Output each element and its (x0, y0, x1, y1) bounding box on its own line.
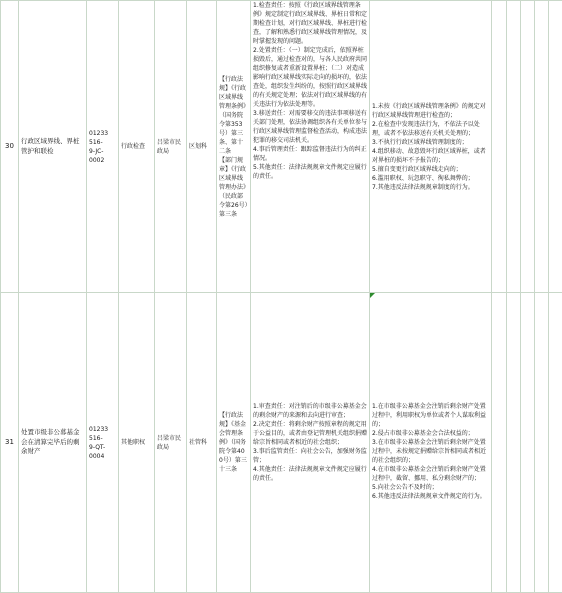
comment-marker (370, 293, 375, 298)
power-name: 行政区域界线、界桩管护和联检 (19, 1, 87, 293)
duty-items: 1.审查责任：对注销后的市级非公募基金会的剩余财产的来源和去向进行审查； 2.决定责任：将剩余财产按照章程的规定用于公益目的，或者由登记管理机关组织捐赠给宗旨相同或者相近的社会组织； 3.事后监管责任：向社会公告，加强财务监管； 4.其他责任：法律法规规章文件规定应履行的责任。 (251, 293, 370, 593)
power-code: 01233 516- 9-JC- 0002 (87, 1, 119, 293)
empty-cell (492, 1, 507, 293)
table-row (1, 1, 562, 293)
power-type: 其他职权 (119, 293, 155, 593)
liability-text: 1.在市级非公募基金会注销后剩余财产处置过程中，利用职权为单位或者个人谋取利益的； 2.侵占市级非公募基金会合法权益的； 3.在市级非公募基金会注销后剩余财产处置过程中，未按规定捐赠给宗旨相同或者相近的社会组织的； 4.在市级非公募基金会注销后剩余财产处置过程中，截留、挪用、私分剩余财产的； 5.向社会公告不及时的； 6.其他违反法律法规规章文件规定的行为。 (372, 403, 487, 500)
power-name: 处置市级非公募基金会在清算完毕后的剩余财产 (19, 293, 87, 593)
implementing-org: 吕梁市民政局 (155, 1, 187, 293)
empty-cell (535, 293, 549, 593)
duty-items: 1.检查责任：按照《行政区域界线管理条例》规定制定行政区域界线、界桩日常和定期检查计划，对行政区域界线、界桩进行检查，了解和熟悉行政区域界线管理情况，及时掌握发现的问题。 2.处置责任：（一）制定完成后，依照界桩损毁后，通过检查对的，与各人民政府共同组织修复或者重新设置界桩；（二）对造成影响行政区域界线实际走向的损坏的，依法查处，组织发生纠纷的，按照行政区域界线的有关规定处理；依法对行政区域界线的有关违法行为依法处理等。 3.移送责任：对需要移交的违法事项移送有关部门处理，依法协调组织各有关单位参与行政区域界线管理监督检查活动，构成违法犯罪的移交司法机关。 4.事后管理责任：跟踪监督违法行为的纠正情况。 5.其他责任：法律法规规章文件规定应履行的责任。 (251, 1, 370, 293)
empty-cell (521, 1, 535, 293)
row-seq: 30 (1, 1, 19, 293)
empty-cell (549, 293, 562, 593)
empty-cell (507, 1, 521, 293)
legal-basis: 【行政法规】《基金会管理条例》（国务院令第400号）第三十三条 (217, 293, 251, 593)
legal-basis: 【行政法规】《行政区域界线管理条例》（国务院令第353号）第三条、第十二条 【部门规章】《行政区域界线管理办法》（民政部令第26号）第三条 (217, 1, 251, 293)
empty-cell (492, 293, 507, 593)
power-code: 01233 516- 9-QT- 0004 (87, 293, 119, 593)
table-row (1, 293, 562, 593)
liability-items (370, 293, 492, 593)
empty-cell (507, 293, 521, 593)
responsible-dept: 区划科 (187, 1, 217, 293)
row-seq: 31 (1, 293, 19, 593)
power-type: 行政检查 (119, 1, 155, 293)
implementing-org: 吕梁市民政局 (155, 293, 187, 593)
liability-items: 1.未按《行政区域界线管理条例》的规定对行政区域界线管理进行检查的； 2.在检查中发现违法行为，不依法予以处理，或者不依法移送有关机关处理的； 3.不执行行政区域界线管理制度的； 4.组织移动、故意毁坏行政区域界桩，或者对界桩的损坏不予报告的； 5.擅自变更行政区域界线走向的； 6.滥用职权、玩忽职守、徇私舞弊的； 7.其他违反法律法规规章制度的行为。 (370, 1, 492, 293)
empty-cell (521, 293, 535, 593)
responsible-dept: 社管科 (187, 293, 217, 593)
empty-cell (549, 1, 562, 293)
empty-cell (535, 1, 549, 293)
